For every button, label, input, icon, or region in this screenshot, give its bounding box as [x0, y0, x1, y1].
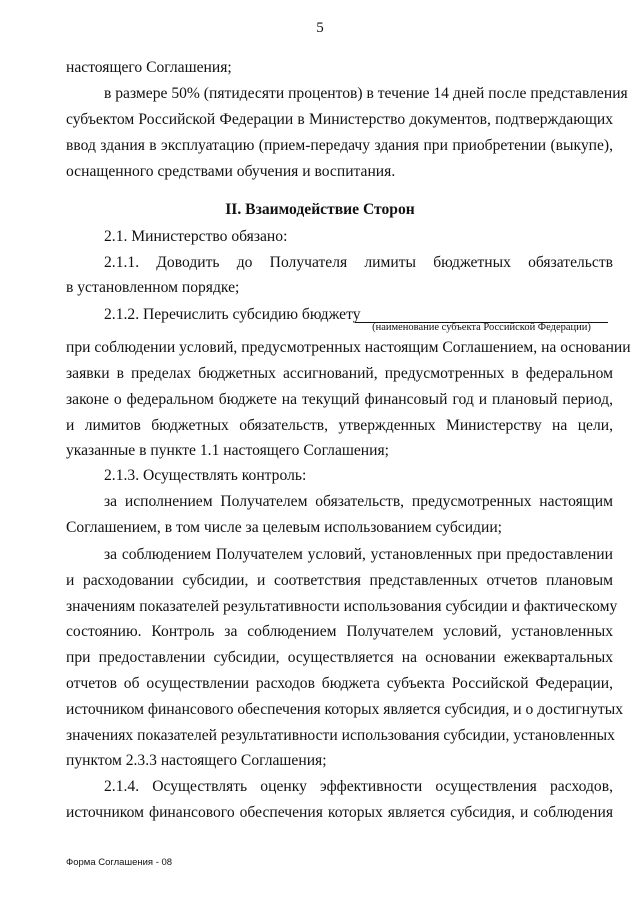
paragraph-line: отчетов об осуществлении расходов бюджета субъекта Российской Федерации,	[66, 675, 613, 692]
paragraph-line: законе о федеральном бюджете на текущий финансовый год и плановый период,	[66, 391, 613, 408]
paragraph-line: настоящего Соглашения;	[66, 59, 232, 76]
paragraph-line: значениях показателей результативности использования субсидии, установленных	[66, 727, 615, 744]
paragraph-line: источником финансового обеспечения которых является субсидия, и соблюдения	[66, 804, 613, 821]
page-number: 5	[316, 20, 324, 36]
paragraph-line: источником финансового обеспечения которых является субсидия, и о достигнутых	[66, 701, 624, 718]
paragraph-line: и расходовании субсидии, и соответствия представленных отчетов плановым	[66, 572, 613, 589]
form-footer: Форма Соглашения - 08	[66, 857, 173, 868]
paragraph-line: 2.1.2. Перечислить субсидию бюджету	[104, 306, 361, 323]
paragraph-line: ввод здания в эксплуатацию (прием-передачу здания при приобретении (выкупе),	[66, 137, 613, 154]
paragraph-line: при соблюдении условий, предусмотренных настоящим Соглашением, на основании	[66, 339, 631, 356]
paragraph-line: 2.1.1. Доводить до Получателя лимиты бюджетных обязательств	[104, 254, 613, 271]
paragraph-line: и лимитов бюджетных обязательств, утвержденных Министерству на цели,	[66, 417, 613, 434]
paragraph-line: при предоставлении субсидии, осуществляется на основании ежеквартальных	[66, 649, 613, 666]
subject-name-caption: (наименование субъекта Российской Федерации)	[372, 322, 591, 333]
paragraph-line: пунктом 2.3.3 настоящего Соглашения;	[66, 752, 327, 769]
section-heading: II. Взаимодействие Сторон	[225, 201, 415, 218]
subject-name-blank	[355, 306, 608, 323]
paragraph-line: указанные в пункте 1.1 настоящего Соглашения;	[66, 442, 389, 459]
paragraph-line: субъектом Российской Федерации в Министерство документов, подтверждающих	[66, 111, 613, 128]
paragraph-line: оснащенного средствами обучения и воспитания.	[66, 163, 396, 180]
paragraph-line: 2.1. Министерство обязано:	[104, 228, 288, 245]
paragraph-line: заявки в пределах бюджетных ассигнований, предусмотренных в федеральном	[66, 365, 613, 382]
paragraph-line: Соглашением, в том числе за целевым использованием субсидии;	[66, 519, 502, 536]
paragraph-line: значениям показателей результативности использования субсидии и фактическому	[66, 598, 618, 615]
paragraph-line: состоянию. Контроль за соблюдением Получателем условий, установленных	[66, 623, 613, 640]
paragraph-line: 2.1.3. Осуществлять контроль:	[104, 467, 307, 484]
paragraph-line: за соблюдением Получателем условий, установленных при предоставлении	[104, 546, 613, 563]
paragraph-line: 2.1.4. Осуществлять оценку эффективности осуществления расходов,	[104, 778, 613, 795]
paragraph-line: за исполнением Получателем обязательств, предусмотренных настоящим	[104, 493, 613, 510]
paragraph-line: в установленном порядке;	[66, 279, 240, 296]
paragraph-line: в размере 50% (пятидесяти процентов) в течение 14 дней после представления	[104, 85, 628, 102]
